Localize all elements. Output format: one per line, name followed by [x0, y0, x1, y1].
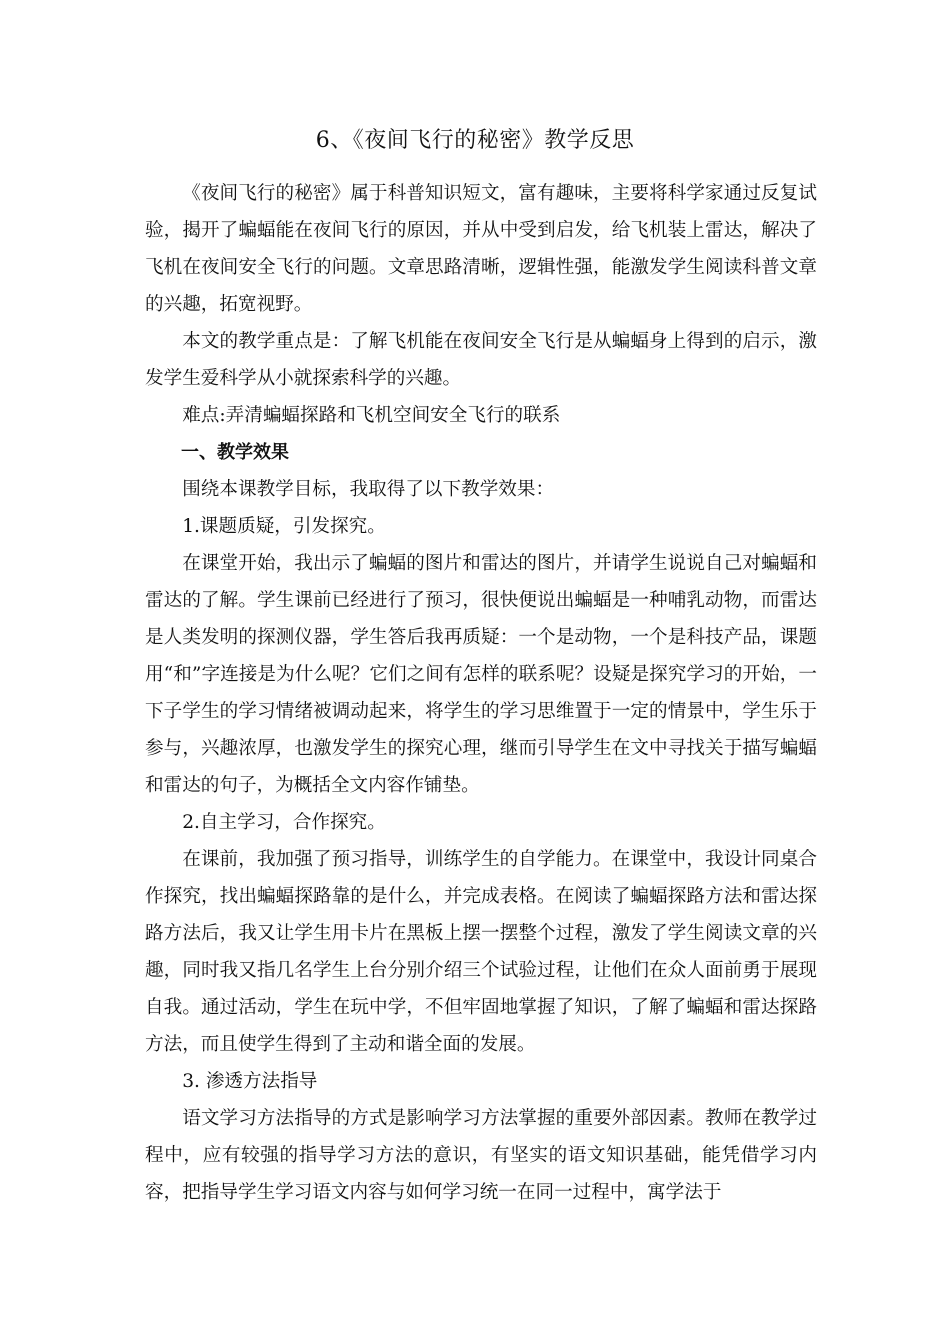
- point-2-title: 2.自主学习，合作探究。: [182, 812, 386, 833]
- point-1-body: 在课堂开始，我出示了蝙蝠的图片和雷达的图片，并请学生说说自己对蝙蝠和雷达的了解。学生课前已经进行了预习，很快便说出蝙蝠是一种哺乳动物，而雷达是人类发明的探测仪器，学生答后我再质疑：一个是动物，一个是科技产品，课题用“和”字连接是为什么呢？它们之间有怎样的联系呢？设疑是探究学习的开始，一下子学生的学习情绪被调动起来，将学生的学习思维置于一定的情景中，学生乐于参与，兴趣浓厚，也激发学生的探究心理，继而引导学生在文中寻找关于描写蝙蝠和雷达的句子，为概括全文内容作铺垫。: [145, 553, 817, 796]
- focus-paragraph: 本文的教学重点是：了解飞机能在夜间安全飞行是从蝙蝠身上得到的启示，激发学生爱科学从小就探索科学的兴趣。: [145, 331, 817, 389]
- point-3-body: 语文学习方法指导的方式是影响学习方法掌握的重要外部因素。教师在教学过程中，应有较强的指导学习方法的意识，有坚实的语文知识基础，能凭借学习内容，把指导学生学习语文内容与如何学习统一在同一过程中，寓学法于: [145, 1108, 817, 1203]
- point-2-body: 在课前，我加强了预习指导，训练学生的自学能力。在课堂中，我设计同桌合作探究，找出蝙蝠探路靠的是什么，并完成表格。在阅读了蝙蝠探路方法和雷达探路方法后，我又让学生用卡片在黑板上摆一摆整个过程，激发了学生阅读文章的兴趣，同时我又指几名学生上台分别介绍三个试验过程，让他们在众人面前勇于展现自我。通过活动，学生在玩中学，不但牢固地掌握了知识，了解了蝙蝠和雷达探路方法，而且使学生得到了主动和谐全面的发展。: [145, 849, 817, 1055]
- point-3-title: 3. 渗透方法指导: [182, 1071, 318, 1092]
- point-1-title: 1.课题质疑，引发探究。: [182, 516, 386, 537]
- document-title: 6、《夜间飞行的秘密》教学反思: [315, 128, 635, 153]
- section-heading-effects: 一、教学效果: [181, 442, 289, 463]
- intro-paragraph: 《夜间飞行的秘密》属于科普知识短文，富有趣味，主要将科学家通过反复试验，揭开了蝙蝠能在夜间飞行的原因，并从中受到启发，给飞机装上雷达，解决了飞机在夜间安全飞行的问题。文章思路清晰，逻辑性强，能激发学生阅读科普文章的兴趣，拓宽视野。: [145, 183, 817, 315]
- effects-intro-paragraph: 围绕本课教学目标，我取得了以下教学效果：: [182, 479, 555, 500]
- difficulty-paragraph: 难点:弄清蝙蝠探路和飞机空间安全飞行的联系: [182, 405, 561, 426]
